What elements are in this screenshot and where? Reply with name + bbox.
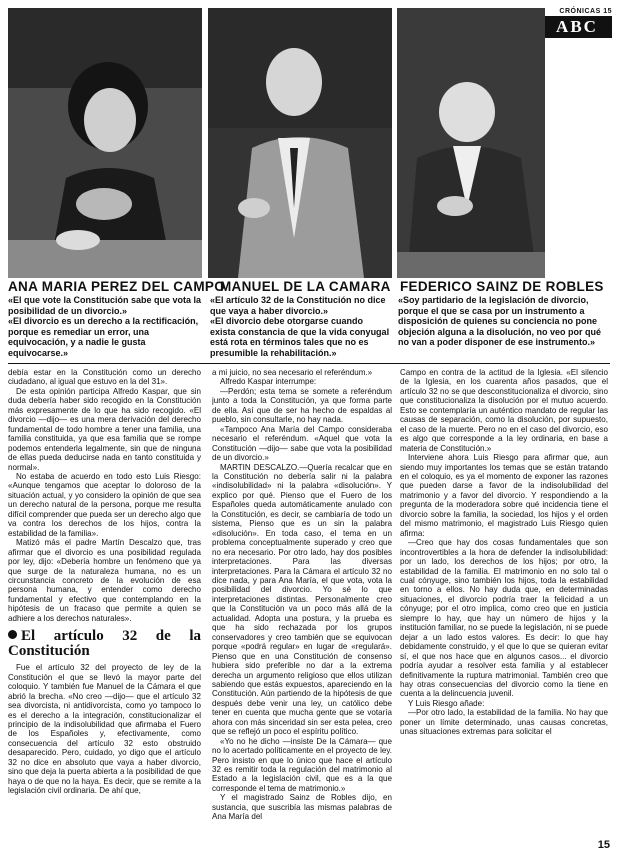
text-column-2 — [212, 368, 392, 852]
body-paragraph: debía estar en la Constitución como un derecho ciudadano, al igual que estuvo en la del 31». — [8, 368, 201, 387]
body-paragraph: Campo en contra de la actitud de la Iglesia. «El silencio de la Iglesia, en los cuarenta años pasados, que el artículo 32 no se que desconstitucionaliza el divorcio, sino que constitucionaliza la disolución por el mutuo acuerdo. Esto se contemplaría un auténtico mandato de regular las causas de separación, como la disolución, por supuesto, el caso de la muerte. Pero no en el caso del divorcio, eso es algo que corresponde a la ley ordinaria, en base a materia de Constitución.» — [400, 368, 608, 453]
page-header — [542, 8, 612, 38]
text-column-3 — [400, 368, 608, 842]
body-paragraph: Alfredo Kaspar interrumpe: — [220, 377, 317, 387]
speaker-name: ANA MARIA PEREZ DEL CAMPO — [8, 279, 226, 294]
pull-quote: «El artículo 32 de la Constitución no dice que vaya a haber divorcio.» — [210, 295, 386, 316]
abc-logo: ABC — [542, 16, 612, 38]
bullet-icon — [8, 630, 17, 639]
photo-sainz-de-robles — [397, 8, 545, 278]
subheading — [8, 629, 201, 659]
body-paragraph: Y el magistrado Sainz de Robles dijo, en sustancia, que suscribía las mismas palabras de Ana María del — [212, 793, 392, 822]
speaker-name: FEDERICO SAINZ DE ROBLES — [400, 279, 604, 294]
divider-rule — [8, 363, 610, 364]
photo-perez-del-campo — [8, 8, 202, 278]
body-paragraph: No estaba de acuerdo en todo esto Luis Riesgo: «Aunque tengamos que aceptar lo doloroso de la situación actual, y yo considero la opinión de que sea un derecho natural de la persona, porque me resulta difícil comprender que pueda ser un derecho algo que va contra los derechos de los hijos, contra la estabilidad de la familia». — [8, 471, 201, 538]
section-label: CRÓNICAS 15 — [559, 8, 612, 15]
pull-quote: «Soy partidario de la legislación de divorcio, porque el que se casa por un instrumento a disposición de quienes su conciencia no pone objeción alguna a la disolución, no veo por qué no van a poder disponer de ese instrumento.» — [398, 295, 602, 348]
pull-quote: «El divorcio debe otorgarse cuando exista constancia de que la vida conyugal está rota en términos tales que no es presumible la rehabilitación.» — [210, 316, 390, 358]
body-paragraph: a mi juicio, no sea necesario el referéndum.» — [212, 368, 373, 377]
portrait-image — [397, 8, 545, 278]
body-paragraph: —Creo que hay dos cosas fundamentales que son incontrovertibles a la hora de defender la indisolubilidad: por un lado, los derechos de los hijos; por otro, la estabilidad de la familia. El matrimonio en no solo tal o cual cónyuge, sino también los hijos, toda la estabilidad en torno a ellos. No hay duda que, en determinadas situaciones, el divorcio podría traer la felicidad a un cónyuge; por el otro implica, como creo que en justicia siempre lo hay, que hay un número de hijos y la institución familiar, no se puede la legislación, ni se puede dejar a un lado estos valores. Es decir: lo que hay debidamente construido, y el que lo que se quieran evitar sí, el que nos hace que en algunos casos... el divorcio podría ayudar a resolver esta familia y al establecer definitivamente la ruptura matrimonial. También creo que hay otras consecuencias del divorcio como la tiene en cuenta a la delincuencia juvenil. — [400, 538, 608, 699]
body-paragraph: —Perdón; esta tema se somete a referéndum junto a toda la Constitución, ya que forma parte de ella. Así que de ser ha hecho de espaldas al pueblo, sin consultarle, no hay nada. — [212, 386, 392, 425]
body-paragraph: Y Luis Riesgo añade: — [408, 698, 485, 708]
portrait-image — [208, 8, 392, 278]
speaker-quotes — [8, 295, 206, 359]
body-paragraph: «Tampoco Ana María del Campo consideraba necesario el referéndum. «Aquel que vota la Constitución —dijo— sabe que vota la posibilidad de un divorcio.» — [212, 424, 392, 463]
body-paragraph: De esta opinión participa Alfredo Kaspar, que sin duda debería haber sido recogido en la Constitución más expresamente de lo que ha sido recogido. «El divorcio —dijo— es una mera derivación del derecho fundamental de todo hombre a tener una familia, una familia constituida, ya que esa familia que se rompe podemos entenderla legalmente, sin que de ninguna de ellas pueda deducirse nada en tanto constituida y normal». — [8, 386, 201, 472]
pull-quote: «El divorcio es un derecho a la rectificación, porque es remediar un error, una equivocación, y a nadie le gusta equivocarse.» — [8, 316, 199, 358]
speaker-quotes — [210, 295, 390, 359]
body-paragraph: Matizó más el padre Martín Descalzo que, tras afirmar que el divorcio es una posibilidad regulada por ley, dijo: «Debería hombre un fenómeno que ya que surge de la naturaleza humana, no es un circunstancia concreto de la evolución de esa persona humana, y entender como derecho fundamental y efectivo que contemplando en la hipótesis de un fracaso que permite a quien se adhiere a los derechos naturales». — [8, 538, 201, 623]
speaker-quotes — [398, 295, 606, 348]
speaker-name: MANUEL DE LA CAMARA — [220, 279, 391, 294]
subheading-text: El artículo 32 de la Constitución — [8, 628, 201, 660]
text-column-1 — [8, 368, 201, 852]
body-paragraph: —Por otro lado, la estabilidad de la familia. No hay que poner un límite determinado, unas causas concretas, unas situaciones extremas para solicitar el — [400, 708, 608, 737]
portrait-image — [8, 8, 202, 278]
body-paragraph: Interviene ahora Luis Riesgo para afirmar que, aun siendo muy importantes los temas que se están tratando en el coloquio, es ya el momento de exponer las razones que pueden darse a favor de la indisolubilidad del matrimonio y a favor del divorcio. Y respondiendo a la pregunta de la moderadora sobre qué incidencia tiene el divorcio sobre la familia, la sociedad, los hijos y el orden del mismo matrimonio, el magistrado Luis Riesgo quien afirma: — [400, 453, 608, 538]
body-paragraph: «Yo no he dicho —insiste De la Cámara— que no lo acertado políticamente en el proyecto de ley. Pero insisto en que lo único que hace el artículo 32 es remitir toda la regulación del matrimonio al Estado a la legislación civil, que es a la que corresponde el tema de matrimonio.» — [212, 736, 392, 793]
photo-de-la-camara — [208, 8, 392, 278]
body-paragraph: MARTIN DESCALZO.—Quería recalcar que en la Constitución no debería salir ni la palabra «indisolubilidad» ni la palabra «disolución». Y explico por qué. Pienso que el Fuero de los Españoles queda automáticamente anulado con la Constitución, es decir, se cambiaría de todo un sistema, Pienso que es un sin la palabra «disolución». En toda caso, el tema en un problema conceptualmente superado y creo que no era necesario. Por otro lado, hay dos posibles interpretaciones. Para las diversas interpretaciones. Para la Cámara el artículo 32 no dice nada, y para Ana María, el que vota, vota la posibilidad del divorcio. Yo sé lo que interpretaciones distintas. Personalmente creo que la Constitución va un poco más allá de la actualidad. Adopta una postura, y la prueba es que ha sido rechazada por los grupos conservadores y creo también que se equivocan porque «podrá regular» en lugar de «regulará». Pienso que en una Constitución de consenso hubiera sido preferible no dar a la extrema derecha un argumento religioso que ellos utilizan sabiendo que estás expuestos, apareciendo en la Constitución. Aún partiendo de la hipótesis de que después debe venir una ley, un católico debe tener en cuenta que mucha gente que se votaría ahora con más sinceridad sin ser esta pelea, creo que se reflejó un poco el espíritu político. — [212, 462, 392, 737]
page-number: 15 — [597, 839, 610, 851]
pull-quote: «El que vote la Constitución sabe que vota la posibilidad de un divorcio.» — [8, 295, 202, 316]
body-paragraph: Fue el artículo 32 del proyecto de ley de la Constitución el que se llevó la mayor parte del coloquio. Y también fue Manuel de la Cámara el que abrió la brecha. «No creo —dijo— que el artículo 32 sea divorcista, ni antidivorcista, como yo tampoco lo es el derecho a la integración, constitucionalizar el principio de la indisolubilidad que afirmaba el Fuero de los Españoles y, efectivamente, como consecuencia del artículo 32 esto obstruido desaparecido. Pero, cuidado, yo digo que el artículo 32 no dice en absoluto que vaya a haber divorcio, sino que deja la puerta abierta a la posibilidad de que haya o de que no la haya. Es decir, que se remite a la legislación civil ordinaria. De ahí que, — [8, 663, 201, 796]
